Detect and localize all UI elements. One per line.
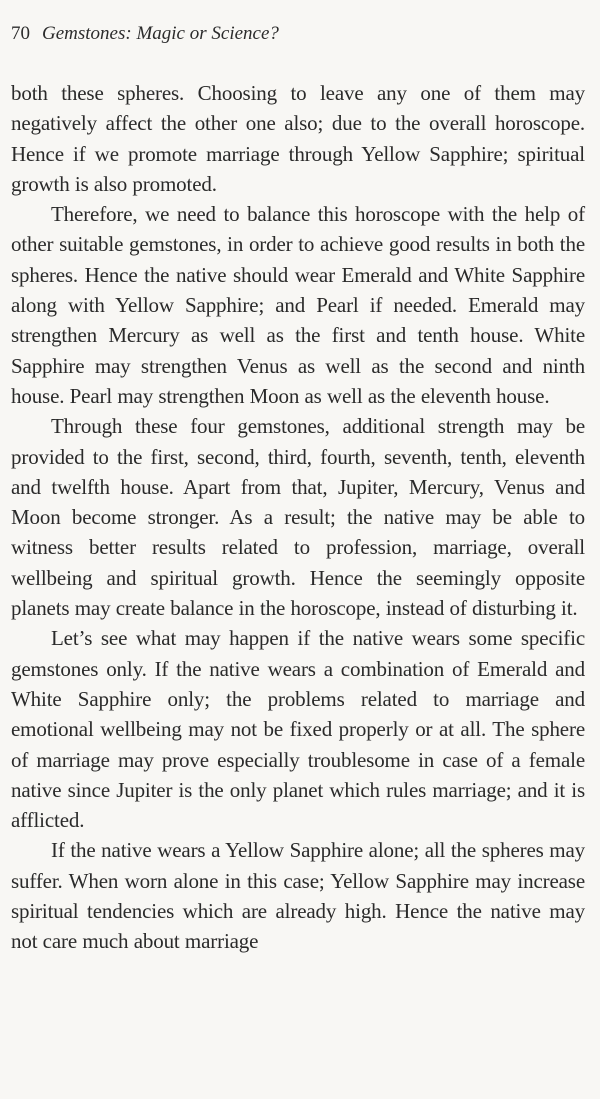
paragraph: Let’s see what may happen if the native wears some specific gemstones only. If the native wears a combination of Emerald and White Sapphire only; the problems related to marriage and emotional wellbeing may not be fixed properly or at all. The sphere of marriage may prove especially troublesome in case of a female native since Jupiter is the only planet which rules marriage; and it is afflicted. [11, 626, 585, 833]
paragraph: If the native wears a Yellow Sapphire alone; all the spheres may suffer. When worn alone in this case; Yellow Sapphire may increase spiritual tendencies which are already high. Hence the native may not care much about marriage [11, 838, 585, 954]
paragraph-continued: both these spheres. Choosing to leave any one of them may negatively affect the other one also; due to the overall horoscope. Hence if we promote marriage through Yellow Sapphire; spiritual growth is also promoted. [11, 81, 585, 196]
page-number: 70 [11, 23, 30, 44]
body-text [11, 78, 585, 957]
paragraph: Therefore, we need to balance this horoscope with the help of other suitable gemstones, in order to achieve good results in both the spheres. Hence the native should wear Emerald and White Sapphire along with Yellow Sapphire; and Pearl if needed. Emerald may strengthen Mercury as well as the first and tenth house. White Sapphire may strengthen Venus as well as the second and ninth house. Pearl may strengthen Moon as well as the eleventh house. [11, 202, 585, 408]
running-header [11, 22, 279, 46]
paragraph: Through these four gemstones, additional strength may be provided to the first, second, third, fourth, seventh, tenth, eleventh and twelfth house. Apart from that, Jupiter, Mercury, Venus and Moon become stronger. As a result; the native may be able to witness better results related to profession, marriage, overall wellbeing and spiritual growth. Hence the seemingly opposite planets may create balance in the horoscope, instead of disturbing it. [11, 414, 585, 621]
book-title: Gemstones: Magic or Science? [42, 23, 279, 44]
